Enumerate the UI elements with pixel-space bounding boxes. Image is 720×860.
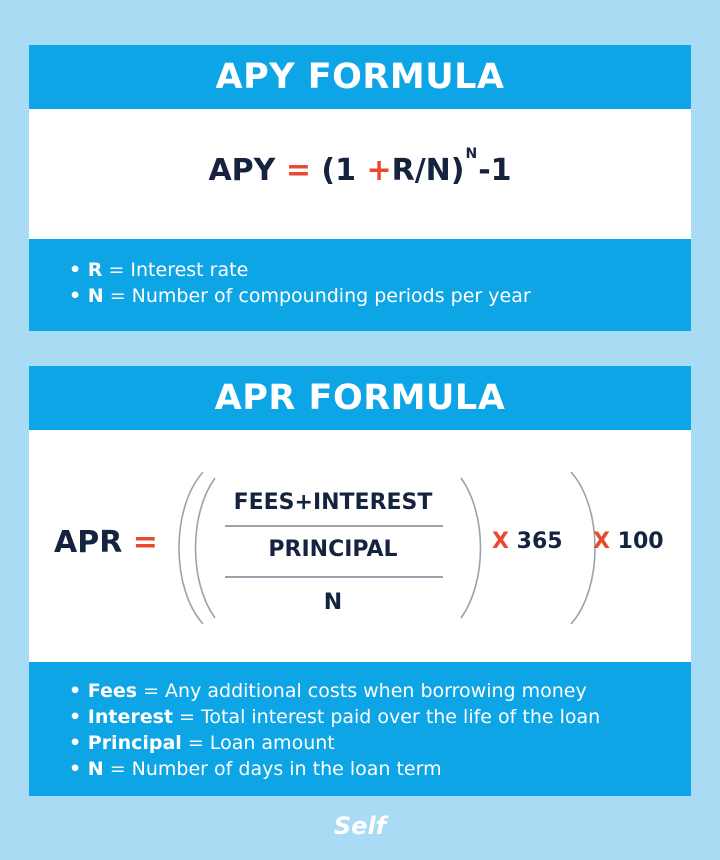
apr-multiplier-365 bbox=[492, 529, 563, 554]
definition-item bbox=[69, 704, 691, 730]
times-sign: X bbox=[492, 529, 509, 554]
apr-multiplier-100 bbox=[593, 529, 664, 554]
apr-equals: = bbox=[132, 525, 158, 560]
definition-term: R bbox=[87, 259, 103, 281]
apr-lhs: APR bbox=[54, 525, 123, 560]
apr-lhs-group bbox=[54, 525, 158, 560]
definition-item bbox=[69, 730, 691, 756]
fraction-line-top bbox=[225, 525, 443, 527]
definition-text: = Loan amount bbox=[181, 732, 335, 754]
apy-card bbox=[29, 45, 691, 331]
definition-item bbox=[69, 678, 691, 704]
apr-denominator: PRINCIPAL bbox=[268, 537, 398, 562]
fraction-line-bottom bbox=[225, 576, 443, 578]
apr-title: APR FORMULA bbox=[29, 366, 691, 430]
factor-365: 365 bbox=[516, 529, 563, 554]
definition-item bbox=[69, 756, 691, 782]
apy-exponent: N bbox=[465, 146, 478, 162]
apr-definitions bbox=[29, 678, 691, 782]
apy-body: R/N) bbox=[391, 153, 465, 188]
times-sign: X bbox=[593, 529, 610, 554]
definition-term: N bbox=[87, 758, 104, 780]
apr-divisor: N bbox=[323, 590, 343, 615]
apy-definitions bbox=[29, 257, 691, 309]
apy-formula-panel bbox=[29, 109, 691, 239]
apr-formula-panel bbox=[29, 430, 691, 662]
definition-term: Interest bbox=[87, 706, 173, 728]
definition-text: = Total interest paid over the life of the loan bbox=[172, 706, 601, 728]
apy-title: APY FORMULA bbox=[29, 45, 691, 109]
apr-definitions-panel bbox=[29, 662, 691, 796]
definition-text: = Number of compounding periods per year bbox=[103, 285, 531, 307]
apy-equals: = bbox=[285, 153, 311, 188]
definition-term: Principal bbox=[87, 732, 182, 754]
definition-item bbox=[69, 257, 691, 283]
apy-minus: -1 bbox=[478, 153, 512, 188]
apy-plus: + bbox=[366, 153, 392, 188]
apr-numerator: FEES+INTEREST bbox=[233, 490, 433, 515]
definition-text: = Number of days in the loan term bbox=[103, 758, 442, 780]
self-logo: Self bbox=[333, 812, 387, 840]
apy-lhs: APY bbox=[208, 153, 276, 188]
apy-open: (1 bbox=[321, 153, 357, 188]
apy-definitions-panel bbox=[29, 239, 691, 331]
inner-right-paren-icon bbox=[455, 474, 489, 622]
apr-card bbox=[29, 366, 691, 796]
definition-text: = Any additional costs when borrowing money bbox=[137, 680, 587, 702]
apy-formula bbox=[29, 146, 691, 188]
definition-term: Fees bbox=[87, 680, 138, 702]
definition-term: N bbox=[87, 285, 104, 307]
definition-item bbox=[69, 283, 691, 309]
definition-text: = Interest rate bbox=[102, 259, 249, 281]
factor-100: 100 bbox=[617, 529, 664, 554]
